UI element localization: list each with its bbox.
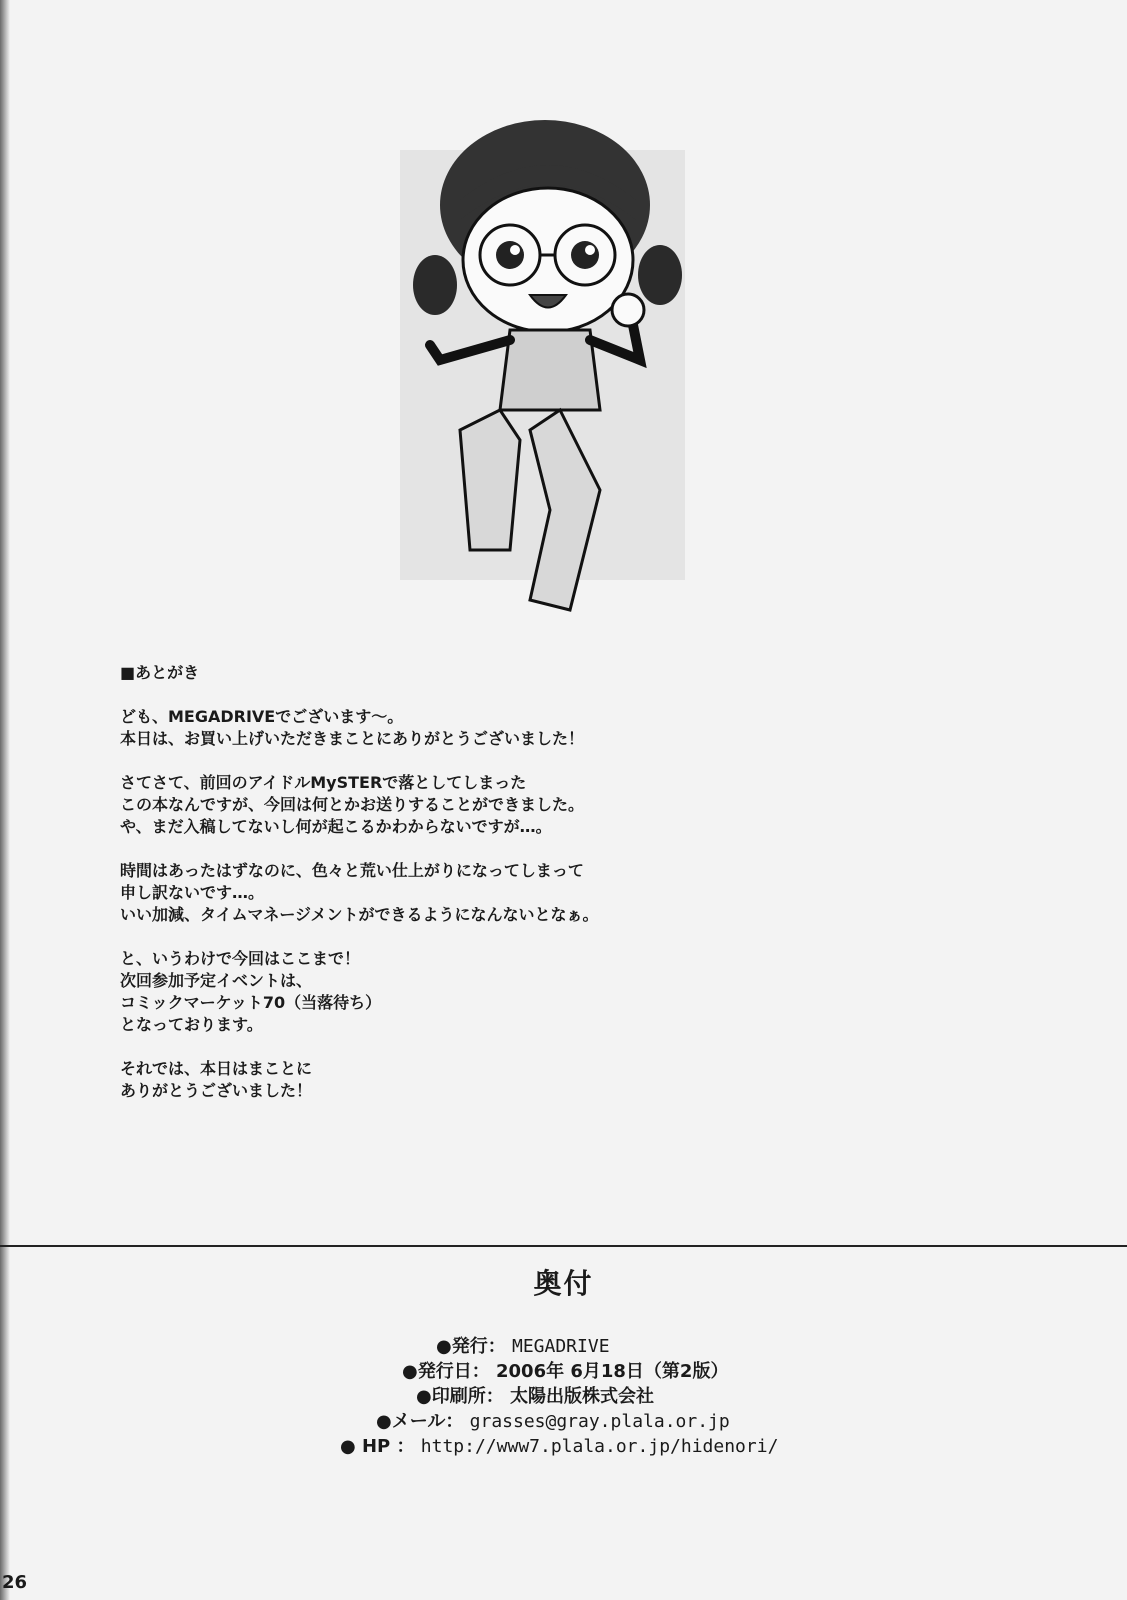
afterword-line: それでは、本日はまことに (120, 1059, 313, 1078)
date-label: ●発行日： (402, 1361, 490, 1382)
afterword-line: コミックマーケット70（当落待ち） (120, 993, 382, 1012)
page-number: 26 (2, 1572, 28, 1593)
afterword-line: いい加減、タイムマネージメントができるようになんないとなぁ。 (120, 905, 599, 924)
afterword-line: や、まだ入稿してないし何が起こるかわからないですが…。 (120, 817, 552, 836)
afterword-line: ありがとうございました！ (120, 1081, 313, 1100)
colophon-date (340, 1359, 840, 1384)
afterword-line: と、いうわけで今回はここまで！ (120, 949, 361, 968)
afterword-line: さてさて、前回のアイドルMySTERで落としてしまった (120, 773, 527, 792)
mail-value: grasses@gray.plala.or.jp (469, 1411, 730, 1432)
colophon (340, 1334, 840, 1459)
afterword-line: 時間はあったはずなのに、色々と荒い仕上がりになってしまって (120, 861, 584, 880)
mail-label: ●メール： (376, 1411, 464, 1432)
publisher-value: MEGADRIVE (512, 1336, 610, 1357)
homepage-value: http://www7.plala.or.jp/hidenori/ (420, 1436, 779, 1457)
binding-edge (0, 0, 10, 1600)
afterword (120, 662, 820, 1124)
printer-value: 太陽出版株式会社 (510, 1386, 654, 1407)
afterword-line: 本日は、お買い上げいただきまことにありがとうございました！ (120, 729, 585, 748)
afterword-paragraph (120, 772, 820, 838)
homepage-label: ● HP ： (340, 1436, 415, 1457)
chibi-girl-illustration (400, 110, 710, 630)
colophon-publisher (340, 1334, 840, 1359)
afterword-paragraph (120, 860, 820, 926)
afterword-paragraph (120, 1058, 820, 1102)
afterword-paragraph (120, 948, 820, 1036)
afterword-line: となっております。 (120, 1015, 263, 1034)
afterword-paragraph (120, 706, 820, 750)
section-divider (0, 1245, 1127, 1247)
afterword-heading: ■あとがき (120, 663, 200, 682)
afterword-line: 次回参加予定イベントは、 (120, 971, 313, 990)
colophon-title: 奥付 (533, 1267, 594, 1300)
colophon-homepage (340, 1434, 840, 1459)
date-value: 2006年 6月18日（第2版） (496, 1361, 729, 1382)
printer-label: ●印刷所： (416, 1386, 504, 1407)
publisher-label: ●発行： (436, 1336, 506, 1357)
colophon-mail (340, 1409, 840, 1434)
afterword-line: この本なんですが、今回は何とかお送りすることができました。 (120, 795, 585, 814)
afterword-line: 申し訳ないです…。 (120, 883, 265, 902)
afterword-line: ども、MEGADRIVEでございます～。 (120, 707, 404, 726)
colophon-printer (340, 1384, 840, 1409)
